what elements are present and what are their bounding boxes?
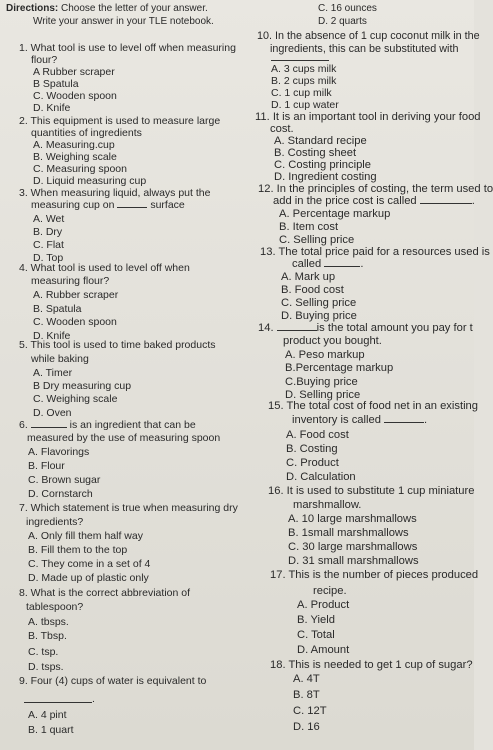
- q14-stem-line1: 14. is the total amount you pay for t: [258, 322, 473, 334]
- q3-stem-line2: measuring cup on surface: [31, 199, 185, 211]
- q15-option-d: D. Calculation: [286, 471, 356, 483]
- q1-option-b: B Spatula: [33, 78, 79, 90]
- q13-stem-line1: 13. The total price paid for a resources used is: [260, 246, 490, 258]
- q8-stem-line2: tablespoon?: [26, 601, 84, 613]
- q2-stem-line2: quantities of ingredients: [31, 127, 142, 139]
- q4-stem-line2: measuring flour?: [31, 275, 110, 287]
- q14-option-d: D. Selling price: [285, 389, 361, 401]
- q13-stem-line2: called .: [292, 258, 364, 270]
- q11-option-a: A. Standard recipe: [274, 135, 367, 147]
- q7-stem-line2: ingredients?: [26, 516, 84, 528]
- q9-option-a: A. 4 pint: [28, 709, 67, 721]
- q7-option-d: D. Made up of plastic only: [28, 572, 149, 584]
- q16-option-c: C. 30 large marshmallows: [288, 541, 418, 553]
- q10-option-d: D. 1 cup water: [271, 99, 339, 111]
- q18-option-c: C. 12T: [293, 705, 327, 717]
- q6-option-a: A. Flavorings: [28, 446, 90, 458]
- q7-option-a: A. Only fill them half way: [28, 530, 143, 542]
- q12-stem-line1: 12. In the principles of costing, the term used to: [258, 183, 493, 195]
- q18-stem-line1: 18. This is needed to get 1 cup of sugar?: [270, 659, 473, 671]
- directions-text-2: Write your answer in your TLE notebook.: [33, 16, 214, 27]
- q3-option-a: A. Wet: [33, 213, 65, 225]
- q12-option-c: C. Selling price: [279, 234, 355, 246]
- q12-stem-line2: add in the price cost is called .: [273, 195, 475, 207]
- q16-stem-line1: 16. It is used to substitute 1 cup miniature: [268, 485, 475, 497]
- q8-option-c: C. tsp.: [28, 646, 59, 658]
- q17-stem-line1: 17. This is the number of pieces produced: [270, 569, 479, 581]
- q10-stem-line1: 10. In the absence of 1 cup coconut milk in the: [257, 30, 480, 42]
- q11-option-c: C. Costing principle: [274, 159, 372, 171]
- q9-blank-period: .: [92, 693, 95, 705]
- q12-option-b: B. Item cost: [279, 221, 339, 233]
- q2-option-a: A. Measuring.cup: [33, 139, 115, 151]
- q10-answer-blank: [271, 60, 329, 61]
- q11-option-b: B. Costing sheet: [274, 147, 357, 159]
- q18-option-a: A. 4T: [293, 673, 320, 685]
- q16-option-d: D. 31 small marshmallows: [288, 555, 419, 567]
- q4-option-c: C. Wooden spoon: [33, 316, 117, 328]
- q9-option-c: C. 16 ounces: [318, 3, 377, 14]
- q1-option-d: D. Knife: [33, 102, 71, 114]
- q13-option-c: C. Selling price: [281, 297, 357, 309]
- q6-stem-line2: measured by the use of measuring spoon: [27, 432, 221, 444]
- q10-option-a: A. 3 cups milk: [271, 63, 337, 75]
- q18-option-b: B. 8T: [293, 689, 320, 701]
- q6-option-d: D. Cornstarch: [28, 488, 93, 500]
- q3-stem-line1: 3. When measuring liquid, always put the: [19, 187, 211, 199]
- q10-option-b: B. 2 cups milk: [271, 75, 337, 87]
- q7-option-c: C. They come in a set of 4: [28, 558, 151, 570]
- q2-stem-line1: 2. This equipment is used to measure large: [19, 115, 221, 127]
- q2-option-c: C. Measuring spoon: [33, 163, 127, 175]
- q8-option-a: A. tbsps.: [28, 616, 69, 628]
- q6-stem-line1: 6. is an ingredient that can be: [19, 419, 196, 431]
- q16-stem-line2: marshmallow.: [293, 499, 362, 511]
- q15-option-a: A. Food cost: [286, 429, 349, 441]
- q11-stem-line2: cost.: [270, 123, 294, 135]
- q18-option-d: D. 16: [293, 721, 320, 733]
- q6-option-c: C. Brown sugar: [28, 474, 101, 486]
- q14-option-a: A. Peso markup: [285, 349, 365, 361]
- q15-stem-line2: inventory is called .: [292, 414, 428, 426]
- directions-text-1: Choose the letter of your answer.: [61, 3, 208, 14]
- q3-option-c: C. Flat: [33, 239, 64, 251]
- q8-option-b: B. Tbsp.: [28, 630, 67, 642]
- q1-stem-line1: 1. What tool is use to level off when measuring: [19, 42, 236, 54]
- q3-option-d: D. Top: [33, 252, 64, 264]
- q4-option-a: A. Rubber scraper: [33, 289, 119, 301]
- q4-option-d: D. Knife: [33, 330, 71, 342]
- q15-option-b: B. Costing: [286, 443, 338, 455]
- q1-option-c: C. Wooden spoon: [33, 90, 117, 102]
- q7-stem-line1: 7. Which statement is true when measuring dry: [19, 502, 238, 514]
- q5-option-c: C. Weighing scale: [33, 393, 118, 405]
- q6-option-b: B. Flour: [28, 460, 65, 472]
- q8-option-d: D. tsps.: [28, 661, 64, 673]
- q3-option-b: B. Dry: [33, 226, 63, 238]
- q17-option-a: A. Product: [297, 599, 350, 611]
- q17-option-d: D. Amount: [297, 644, 350, 656]
- q5-option-d: D. Oven: [33, 407, 72, 419]
- q10-stem-line2: ingredients, this can be substituted with: [270, 43, 459, 55]
- directions-label: Directions:: [6, 3, 59, 14]
- q5-option-a: A. Timer: [33, 367, 73, 379]
- q4-option-b: B. Spatula: [33, 303, 82, 315]
- q13-option-b: B. Food cost: [281, 284, 344, 296]
- q14-stem-line2: product you bought.: [283, 335, 382, 347]
- q11-option-d: D. Ingredient costing: [274, 171, 377, 183]
- q14-option-c: C.Buying price: [285, 376, 358, 388]
- q1-option-a: A Rubber scraper: [33, 66, 115, 78]
- q9-answer-blank: [24, 702, 92, 703]
- q17-option-b: B. Yield: [297, 614, 335, 626]
- q15-option-c: C. Product: [286, 457, 339, 469]
- q11-stem-line1: 11. It is an important tool in deriving your food: [255, 111, 481, 123]
- q5-option-b: B Dry measuring cup: [33, 380, 132, 392]
- q14-option-b: B.Percentage markup: [285, 362, 394, 374]
- q12-option-a: A. Percentage markup: [279, 208, 391, 220]
- q10-option-c: C. 1 cup milk: [271, 87, 332, 99]
- q5-stem-line1: 5. This tool is used to time baked products: [19, 339, 216, 351]
- q2-option-d: D. Liquid measuring cup: [33, 175, 147, 187]
- q8-stem-line1: 8. What is the correct abbreviation of: [19, 587, 190, 599]
- q9-option-d: D. 2 quarts: [318, 16, 367, 27]
- q15-stem-line1: 15. The total cost of food net in an existing: [268, 400, 479, 412]
- q2-option-b: B. Weighing scale: [33, 151, 117, 163]
- q9-stem-line1: 9. Four (4) cups of water is equivalent to: [19, 675, 207, 687]
- q13-option-d: D. Buying price: [281, 310, 357, 322]
- q7-option-b: B. Fill them to the top: [28, 544, 128, 556]
- q13-option-a: A. Mark up: [281, 271, 336, 283]
- q4-stem-line1: 4. What tool is used to level off when: [19, 262, 190, 274]
- q1-stem-line2: flour?: [31, 54, 58, 66]
- q16-option-a: A. 10 large marshmallows: [288, 513, 417, 525]
- q9-option-b: B. 1 quart: [28, 724, 74, 736]
- q17-option-c: C. Total: [297, 629, 335, 641]
- q16-option-b: B. 1small marshmallows: [288, 527, 409, 539]
- directions-line1: [6, 4, 208, 14]
- q17-stem-line2: recipe.: [313, 585, 347, 597]
- q5-stem-line2: while baking: [31, 353, 89, 365]
